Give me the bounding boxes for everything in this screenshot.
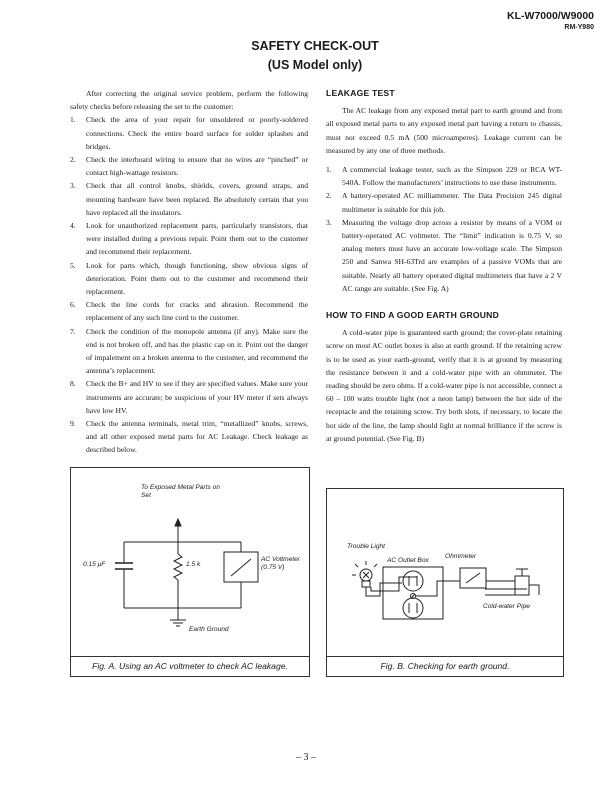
item-text: A battery-operated AC milliammeter. The Data Precision 245 digital multimeter is suitable for this job. bbox=[342, 191, 562, 214]
list-item bbox=[70, 417, 308, 457]
label-ac-outlet-box: AC Outlet Box bbox=[387, 557, 429, 564]
figure-b-schematic bbox=[327, 489, 563, 656]
item-number: 1. bbox=[326, 165, 332, 175]
light-ray bbox=[374, 564, 377, 567]
figure-a-caption: Fig. A. Using an AC voltmeter to check AC leakage. bbox=[92, 661, 288, 671]
arrow-icon bbox=[175, 519, 181, 526]
item-text: Measuring the voltage drop across a resistor by means of a VOM or battery-operated AC voltmeter. The “limit” indication is 0.75 V, so analog meters must have an accurate low-voltage scale. The Simpson 250 and Sanwa SH-63Trd are examples of a passive VOMs that are suitable. Nearly all battery operated digital multimeters that have a 2 V AC range are suitable. (See Fig. A) bbox=[342, 217, 562, 293]
resistor-zigzag bbox=[174, 554, 182, 580]
list-item bbox=[70, 325, 308, 378]
figure-a bbox=[70, 467, 310, 677]
left-column bbox=[70, 87, 308, 457]
figure-b bbox=[326, 488, 564, 677]
list-item bbox=[70, 219, 308, 259]
faucet-icon bbox=[515, 576, 529, 595]
earth-ground-heading: HOW TO FIND A GOOD EARTH GROUND bbox=[326, 310, 499, 321]
faucet-spout bbox=[529, 585, 539, 595]
label-ac-voltmeter: AC Voltmeter (0.75 V) bbox=[261, 556, 300, 571]
label-exposed-metal: To Exposed Metal Parts on Set bbox=[141, 484, 220, 499]
leakage-test-heading: LEAKAGE TEST bbox=[326, 88, 395, 98]
item-number: 7. bbox=[70, 326, 76, 336]
list-item bbox=[70, 113, 308, 153]
title-line-1: SAFETY CHECK-OUT bbox=[251, 39, 379, 53]
outlet-receptacle-icon bbox=[403, 598, 423, 618]
item-text: Check the antenna terminals, metal trim, “metallized” knobs, screws, and all other exposed metal parts for AC Leakage. Check leakage as described below. bbox=[86, 419, 308, 455]
item-text: Check the B+ and HV to see if they are specified values. Make sure your instruments are accurate; be suspicious of your HV meter if sets always have low HV. bbox=[86, 379, 308, 415]
item-text: Check the condition of the monopole antenna (if any). Make sure the end is not broken off, and has the plastic cap on it. Point out the danger of impalement on a broken antenna to the customer, and recommend the antenna’s replacement. bbox=[86, 326, 308, 376]
leakage-paragraph: The AC leakage from any exposed metal part to earth ground and from all exposed metal parts to any exposed metal part having a return to chassis, must not exceed 0.5 mA (500 microamperes). Leakage current can be measured by any one of three methods. bbox=[326, 106, 562, 155]
list-item bbox=[70, 153, 308, 179]
item-text: Check that all control knobs, shields, covers, ground straps, and mounting hardware have been replaced. Be absolutely certain that you have replaced all the insulators. bbox=[86, 181, 308, 217]
figure-b-caption: Fig. B. Checking for earth ground. bbox=[380, 661, 510, 671]
item-text: Check the area of your repair for unsoldered or poorly-soldered connections. Check the entire board surface for solder splashes and bridges. bbox=[86, 115, 308, 151]
item-number: 6. bbox=[70, 300, 76, 310]
label-resistor: 1.5 k bbox=[186, 561, 201, 568]
intro-paragraph: After correcting the original service problem, perform the following safety checks before releasing the set to the customer: bbox=[70, 89, 308, 112]
list-item bbox=[326, 189, 562, 215]
title-line-2: (US Model only) bbox=[267, 58, 363, 72]
right-column bbox=[326, 87, 562, 445]
item-text: Look for unauthorized replacement parts, particularly transistors, that were installed during a previous repair. Point them out to the customer and recommend their replacement. bbox=[86, 221, 308, 257]
page-number: – 3 – bbox=[296, 752, 316, 763]
item-number: 2. bbox=[70, 155, 76, 165]
lamp-base bbox=[362, 581, 370, 587]
safety-check-list bbox=[70, 113, 308, 456]
lamp-wire bbox=[371, 577, 417, 591]
model-number: KL-W7000/W9000 bbox=[507, 10, 594, 22]
outlet-receptacle-icon bbox=[403, 571, 423, 591]
ohmmeter-wire bbox=[415, 581, 460, 596]
label-earth-ground: Earth Ground bbox=[189, 626, 229, 633]
list-item bbox=[326, 216, 562, 295]
item-number: 4. bbox=[70, 221, 76, 231]
remote-model: RM-Y980 bbox=[564, 24, 594, 31]
item-text: Check the interboard wiring to ensure that no wires are “pinched” or contact high-wattage resistors. bbox=[86, 155, 308, 178]
item-number: 8. bbox=[70, 379, 76, 389]
item-text: Look for parts which, though functioning, show obvious signs of deterioration. Point them out to the customer and recommend their replacement. bbox=[86, 260, 308, 297]
item-number: 2. bbox=[326, 191, 332, 201]
ohmmeter-needle bbox=[466, 573, 480, 583]
label-trouble-light: Trouble Light bbox=[347, 543, 385, 550]
leakage-methods-list bbox=[326, 163, 562, 295]
list-item bbox=[70, 179, 308, 219]
item-number: 3. bbox=[326, 217, 332, 227]
item-number: 9. bbox=[70, 419, 76, 429]
label-ohmmeter: Ohmmeter bbox=[445, 553, 477, 560]
item-text: Check the line cords for cracks and abrasion. Recommend the replacement of any such line cord to the customer. bbox=[86, 300, 308, 323]
label-cold-water-pipe: Cold-water Pipe bbox=[483, 603, 530, 610]
light-ray bbox=[355, 564, 358, 567]
list-item bbox=[326, 163, 562, 189]
list-item bbox=[70, 298, 308, 324]
earth-ground-paragraph: A cold-water pipe is guaranteed earth ground; the cover-plate retaining screw on most AC outlet boxes is also at earth ground. If the retaining screw is to be used as your earth-ground, verify that it is at ground by measuring the resistance between it and a cold-water pipe with an ohmmeter. The reading should be zero ohms. If a cold-water pipe is not accessible, connect a 60 – 100 watts trouble light (not a neon lamp) between the hot side of the receptacle and the retaining screw. Try both slots, if necessary, to locate the hot side of the line, the lamp should light at normal brilliance if the screw is at ground potential. (See Fig. B) bbox=[326, 328, 562, 443]
list-item bbox=[70, 259, 308, 299]
page-title bbox=[220, 37, 410, 75]
item-number: 5. bbox=[70, 260, 76, 270]
item-text: A commercial leakage tester, such as the Simpson 229 or RCA WT-540A. Follow the manufacturers’ instructions to use these instruments. bbox=[342, 165, 562, 188]
item-number: 1. bbox=[70, 115, 76, 125]
retaining-screw-icon bbox=[411, 594, 415, 598]
label-capacitor: 0.15 μF bbox=[83, 561, 106, 568]
list-item bbox=[70, 377, 308, 417]
item-number: 3. bbox=[70, 181, 76, 191]
